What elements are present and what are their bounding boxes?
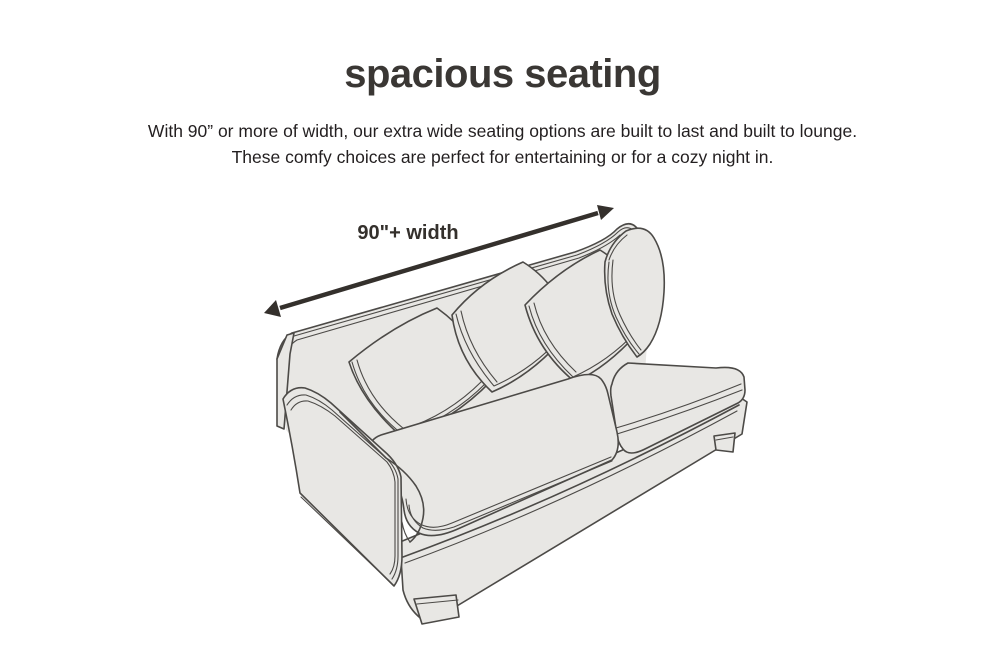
arrow-head-left bbox=[264, 300, 281, 317]
description-line-1: With 90” or more of width, our extra wide seating options are built to last and built to lounge. bbox=[147, 121, 858, 141]
sofa-right-foot bbox=[714, 433, 735, 452]
description-line-2: These comfy choices are perfect for entertaining or for a cozy night in. bbox=[231, 147, 774, 167]
sofa-front-foot bbox=[414, 595, 459, 624]
arrow-head-right bbox=[597, 205, 614, 220]
width-arrow-label: 90"+ width bbox=[357, 222, 459, 244]
page-title: spacious seating bbox=[344, 52, 661, 96]
